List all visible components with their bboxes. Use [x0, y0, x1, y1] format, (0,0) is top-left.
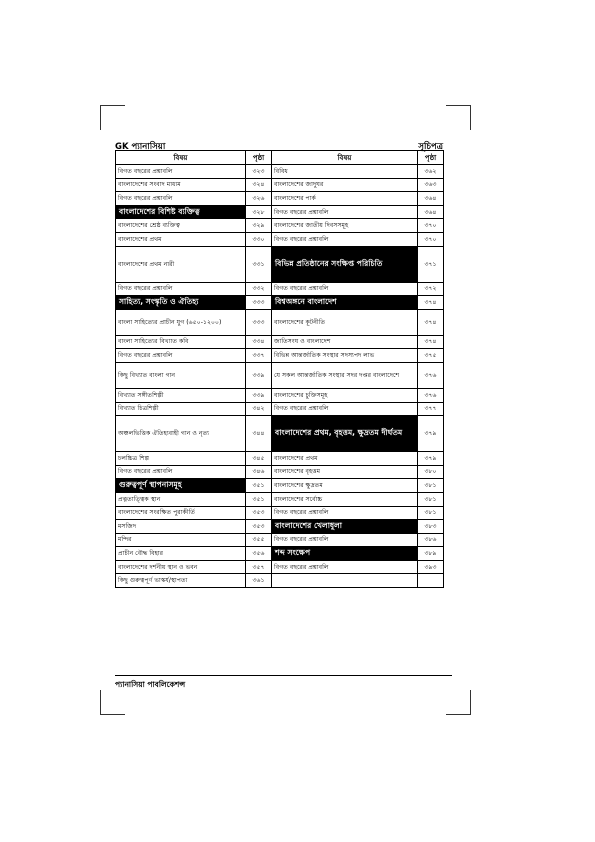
- topic-entry: বিগত বছরের প্রশ্নাবলি: [272, 560, 418, 574]
- page-number: ৩৩৯: [246, 362, 272, 388]
- topic-entry: বিভিন্ন আন্তর্জাতিক সংস্থার সদস্যপদ লাভ: [272, 349, 418, 363]
- topic-entry: বাংলাদেশের প্রথম নারী: [116, 246, 246, 282]
- topic-entry: অঞ্চলভিত্তিক ঐতিহ্যবাহী গান ও নৃত্য: [116, 416, 246, 452]
- topic-entry: বাংলাদেশের জাদুঘর: [272, 178, 418, 192]
- chapter-heading: বিশ্বঅঙ্গনে বাংলাদেশ: [272, 296, 418, 310]
- page-number: ৩২৮: [246, 205, 272, 219]
- table-row: [116, 178, 444, 192]
- table-row: [116, 452, 444, 466]
- topic-entry: বাংলাদেশের কূটনীতি: [272, 309, 418, 335]
- page-number: ৩৩১: [246, 246, 272, 282]
- book-title: GK প্যানাসিয়া: [115, 142, 166, 152]
- table-row: [116, 520, 444, 534]
- page-number: ৩৮১: [418, 492, 444, 506]
- table-row: [116, 465, 444, 479]
- chapter-heading: বিভিন্ন প্রতিষ্ঠানের সংক্ষিপ্ত পরিচিতি: [272, 246, 418, 282]
- table-row: [116, 416, 444, 452]
- page-number: ৩৮০: [418, 465, 444, 479]
- topic-entry: মন্দির: [116, 533, 246, 547]
- page-number: ৩৭৬: [418, 362, 444, 388]
- page-number: ৩৭১: [418, 246, 444, 282]
- topic-entry: কিছু গুরুত্বপূর্ণ ভাস্কর্য/স্থাপত্য: [116, 574, 246, 588]
- table-row: [116, 388, 444, 402]
- topic-entry: বাংলাদেশের প্রথম: [272, 452, 418, 466]
- chapter-heading: বাংলাদেশের খেলাধুলা: [272, 520, 418, 534]
- crop-mark: [100, 105, 125, 106]
- topic-entry: প্রত্নতাত্ত্বিক স্থান: [116, 492, 246, 506]
- page-number: ৩৭৬: [418, 388, 444, 402]
- crop-mark: [446, 714, 471, 715]
- page-number: ৩৭৪: [418, 335, 444, 349]
- page-number: ৩৫১: [246, 492, 272, 506]
- publisher-footer: প্যানাসিয়া পাবলিকেশন্স: [115, 680, 186, 689]
- page-number: ৩৫৬: [246, 547, 272, 561]
- page-number: ৩৭৪: [418, 309, 444, 335]
- topic-entry: যে সকল আন্তর্জাতিক সংস্থার সদর দপ্তর বাংলাদেশে: [272, 362, 418, 388]
- table-row: [116, 296, 444, 310]
- page-number: ৩৭০: [418, 219, 444, 233]
- crop-mark: [100, 714, 125, 715]
- page-number: ৩৫৭: [246, 560, 272, 574]
- table-row: [116, 349, 444, 363]
- page-number: ৩৩৭: [246, 349, 272, 363]
- topic-entry: বাংলাদেশের পার্ক: [272, 192, 418, 206]
- page-header: [115, 140, 443, 150]
- page-number: ৩২৪: [246, 178, 272, 192]
- topic-entry: বিগত বছরের প্রশ্নাবলি: [272, 402, 418, 416]
- table-row: [116, 232, 444, 246]
- table-row: [116, 165, 444, 179]
- page-number: ৩২৩: [246, 165, 272, 179]
- page-number: ৩৬৪: [418, 192, 444, 206]
- crop-mark: [100, 105, 101, 130]
- contents-table: [115, 150, 444, 588]
- topic-entry: বাংলা সাহিত্যের প্রাচীন যুগ (৬৫০-১২০০): [116, 309, 246, 335]
- chapter-heading: সাহিত্য, সংস্কৃতি ও ঐতিহ্য: [116, 296, 246, 310]
- page-number: ৩৮৯: [418, 547, 444, 561]
- topic-entry: বাংলাদেশের সংবাদ মাধ্যম: [116, 178, 246, 192]
- page-number: ৩৩২: [246, 282, 272, 296]
- page-number: ৩৮১: [418, 479, 444, 493]
- topic-entry: চলচ্চিত্র শিল্প: [116, 452, 246, 466]
- topic-entry: বিগত বছরের প্রশ্নাবলি: [116, 465, 246, 479]
- topic-entry: বিগত বছরের প্রশ্নাবলি: [272, 232, 418, 246]
- topic-entry: বাংলাদেশের ক্ষুদ্রতম: [272, 479, 418, 493]
- topic-entry: কিছু বিখ্যাত বাংলা গান: [116, 362, 246, 388]
- table-row: [116, 335, 444, 349]
- page-number: ৩৮১: [418, 506, 444, 520]
- table-row: [116, 547, 444, 561]
- topic-entry: বাংলা সাহিত্যের বিখ্যাত কবি: [116, 335, 246, 349]
- table-row: [116, 282, 444, 296]
- page-number: ৩৭৯: [418, 416, 444, 452]
- topic-entry: জাতিসংঘ ও বাংলাদেশ: [272, 335, 418, 349]
- page-number: ৩৪৬: [246, 465, 272, 479]
- topic-entry: বাংলাদেশের জাতীয় দিবসসমূহ: [272, 219, 418, 233]
- page-number: ৩৭৫: [418, 349, 444, 363]
- page-number: ৩৪৫: [246, 452, 272, 466]
- chapter-heading: শব্দ সংক্ষেপ: [272, 547, 418, 561]
- page-number: ৩৫১: [246, 479, 272, 493]
- topic-entry: বাংলাদেশের চুক্তিসমূহ: [272, 388, 418, 402]
- chapter-heading: গুরুত্বপূর্ণ স্থাপনাসমূহ: [116, 479, 246, 493]
- table-row: [116, 492, 444, 506]
- table-row: [116, 219, 444, 233]
- table-header-row: [116, 151, 444, 165]
- footer-rule: [115, 675, 452, 676]
- page-number: ৩৭৯: [418, 452, 444, 466]
- page-number: [418, 574, 444, 588]
- section-title: সূচিপত্র: [418, 142, 443, 152]
- chapter-heading: বাংলাদেশের বিশিষ্ট ব্যক্তিত্ব: [116, 205, 246, 219]
- topic-entry: মসজিদ: [116, 520, 246, 534]
- table-row: [116, 309, 444, 335]
- crop-mark: [470, 105, 471, 130]
- table-row: [116, 402, 444, 416]
- table-row: [116, 560, 444, 574]
- crop-mark: [470, 690, 471, 715]
- page-column-header: পৃষ্ঠা: [418, 151, 444, 165]
- topic-entry: বাংলাদেশের দর্শনীয় স্থান ও ভবন: [116, 560, 246, 574]
- page-number: ৩৩৩: [246, 309, 272, 335]
- topic-entry: বাংলাদেশের শ্রেষ্ঠ ব্যক্তিত্ব: [116, 219, 246, 233]
- page-number: ৩৮৬: [418, 533, 444, 547]
- page-number: ৩৮৩: [418, 520, 444, 534]
- topic-entry: বিগত বছরের প্রশ্নাবলি: [272, 282, 418, 296]
- chapter-heading: বাংলাদেশের প্রথম, বৃহত্তম, ক্ষুদ্রতম দীর্ঘতম: [272, 416, 418, 452]
- topic-entry: বিগত বছরের প্রশ্নাবলি: [272, 205, 418, 219]
- page-number: ৩৫৫: [246, 533, 272, 547]
- page-number: ৩৭২: [418, 282, 444, 296]
- page-number: ৩৭০: [418, 232, 444, 246]
- table-row: [116, 205, 444, 219]
- table-row: [116, 574, 444, 588]
- page-number: ৩৩৩: [246, 296, 272, 310]
- topic-entry: বিগত বছরের প্রশ্নাবলি: [116, 192, 246, 206]
- page-number: ৩৬২: [418, 165, 444, 179]
- topic-column-header: বিষয়: [116, 151, 246, 165]
- page-number: ৩৫৩: [246, 506, 272, 520]
- table-row: [116, 533, 444, 547]
- topic-entry: বাংলাদেশের প্রথম: [116, 232, 246, 246]
- topic-entry: বিগত বছরের প্রশ্নাবলি: [116, 282, 246, 296]
- topic-entry: বিবিধ: [272, 165, 418, 179]
- page-number: ৩৯৩: [418, 560, 444, 574]
- topic-entry: বাংলাদেশের সর্বোচ্চ: [272, 492, 418, 506]
- page-number: ৩৪২: [246, 402, 272, 416]
- page-number: ৩৩৪: [246, 335, 272, 349]
- table-row: [116, 192, 444, 206]
- page-number: ৩৬১: [246, 574, 272, 588]
- page-number: ৩২৬: [246, 192, 272, 206]
- table-row: [116, 362, 444, 388]
- topic-entry: বাংলাদেশের বৃহত্তম: [272, 465, 418, 479]
- topic-entry: বিগত বছরের প্রশ্নাবলি: [272, 533, 418, 547]
- table-row: [116, 479, 444, 493]
- crop-mark: [446, 105, 471, 106]
- page-number: ৩৬৩: [418, 178, 444, 192]
- topic-entry: বাংলাদেশের সংরক্ষিত পুরাকীর্তি: [116, 506, 246, 520]
- page-number: ৩২৯: [246, 219, 272, 233]
- page-number: ৩৪৪: [246, 416, 272, 452]
- page-number: ৩৭৭: [418, 402, 444, 416]
- crop-mark: [100, 690, 101, 715]
- table-row: [116, 506, 444, 520]
- table-row: [116, 246, 444, 282]
- topic-entry: বিগত বছরের প্রশ্নাবলি: [116, 349, 246, 363]
- topic-entry: বিগত বছরের প্রশ্নাবলি: [272, 506, 418, 520]
- topic-column-header: বিষয়: [272, 151, 418, 165]
- page-number: ৩৬৪: [418, 205, 444, 219]
- page-number: ৩৫৩: [246, 520, 272, 534]
- topic-entry: বিখ্যাত সঙ্গীতশিল্পী: [116, 388, 246, 402]
- page-number: ৩৭৪: [418, 296, 444, 310]
- topic-entry: প্রাচীন বৌদ্ধ বিহার: [116, 547, 246, 561]
- topic-entry: বিগত বছরের প্রশ্নাবলি: [116, 165, 246, 179]
- contents-body: [116, 165, 444, 588]
- topic-entry: [272, 574, 418, 588]
- page-number: ৩৩০: [246, 232, 272, 246]
- page-column-header: পৃষ্ঠা: [246, 151, 272, 165]
- page-number: ৩৩৯: [246, 388, 272, 402]
- topic-entry: বিখ্যাত চিত্রশিল্পী: [116, 402, 246, 416]
